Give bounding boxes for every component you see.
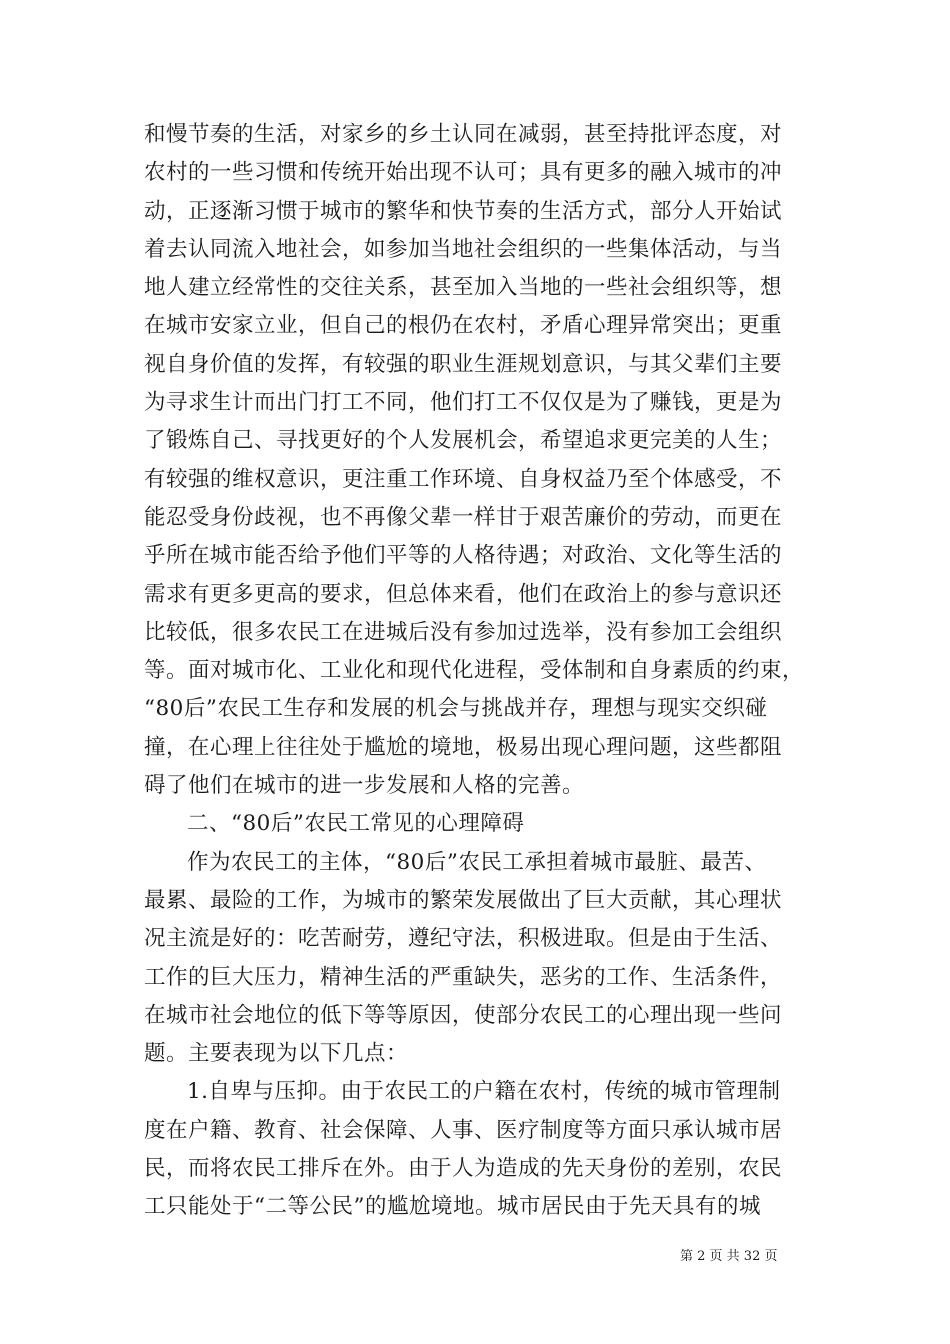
document-body [144,116,804,1227]
text-line: 1.自卑与压抑。由于农民工的户籍在农村，传统的城市管理制 [187,1079,781,1105]
text-line: 动，正逐渐习惯于城市的繁华和快节奏的生活方式，部分人开始试 [144,198,783,224]
text-line: 民，而将农民工排斥在外。由于人为造成的先天身份的差别，农民 [144,1156,783,1182]
text-line: 等。面对城市化、工业化和现代化进程，受体制和自身素质的约束， [144,658,805,684]
text-line: 作为农民工的主体，“80后”农民工承担着城市最脏、最苦、 [187,849,767,875]
text-line: 和慢节奏的生活，对家乡的乡土认同在减弱，甚至持批评态度，对 [144,122,783,147]
text-line: 能忍受身份歧视，也不再像父辈一样甘于艰苦廉价的劳动，而更在 [144,504,783,530]
text-line: 二、“80后”农民工常见的心理障碍 [187,811,525,837]
text-line: 在城市安家立业，但自己的根仍在农村，矛盾心理异常突出；更重 [144,313,783,339]
page-number-footer: 第 2 页 共 32 页 [680,1249,778,1264]
text-line: 撞，在心理上往往处于尴尬的境地，极易出现心理问题，这些都阻 [144,734,783,760]
text-line: 在城市社会地位的低下等等原因，使部分农民工的心理出现一些问 [144,1002,783,1028]
text-line: 地人建立经常性的交往关系，甚至加入当地的一些社会组织等，想 [144,275,783,301]
text-line: 比较低，很多农民工在进城后没有参加过选举，没有参加工会组织 [144,619,783,645]
text-line: 况主流是好的：吃苦耐劳，遵纪守法，积极进取。但是由于生活、 [144,926,783,952]
text-line: 碍了他们在城市的进一步发展和人格的完善。 [144,773,585,799]
text-line: 乎所在城市能否给予他们平等的人格待遇；对政治、文化等生活的 [144,543,783,569]
text-line: 有较强的维权意识，更注重工作环境、自身权益乃至个体感受，不 [144,466,783,492]
text-line: 视自身价值的发挥，有较强的职业生涯规划意识，与其父辈们主要 [144,351,783,377]
text-line: 题。主要表现为以下几点： [144,1041,409,1067]
text-line: 为寻求生计而出门打工不同，他们打工不仅仅是为了赚钱，更是为 [144,390,783,416]
text-line: 着去认同流入地社会，如参加当地社会组织的一些集体活动，与当 [144,236,783,262]
text-line: 工只能处于“二等公民”的尴尬境地。城市居民由于先天具有的城 [144,1194,761,1220]
text-line: 了锻炼自己、寻找更好的个人发展机会，希望追求更完美的人生； [144,428,783,454]
text-line: 工作的巨大压力，精神生活的严重缺失，恶劣的工作、生活条件， [144,964,783,990]
text-line: 最累、最险的工作，为城市的繁荣发展做出了巨大贡献，其心理状 [144,887,783,913]
text-line: 农村的一些习惯和传统开始出现不认可；具有更多的融入城市的冲 [144,160,783,186]
text-line: “80后”农民工生存和发展的机会与挑战并存，理想与现实交织碰 [144,696,768,722]
text-line: 度在户籍、教育、社会保障、人事、医疗制度等方面只承认城市居 [144,1117,783,1143]
text-line: 需求有更多更高的要求，但总体来看，他们在政治上的参与意识还 [144,581,783,607]
